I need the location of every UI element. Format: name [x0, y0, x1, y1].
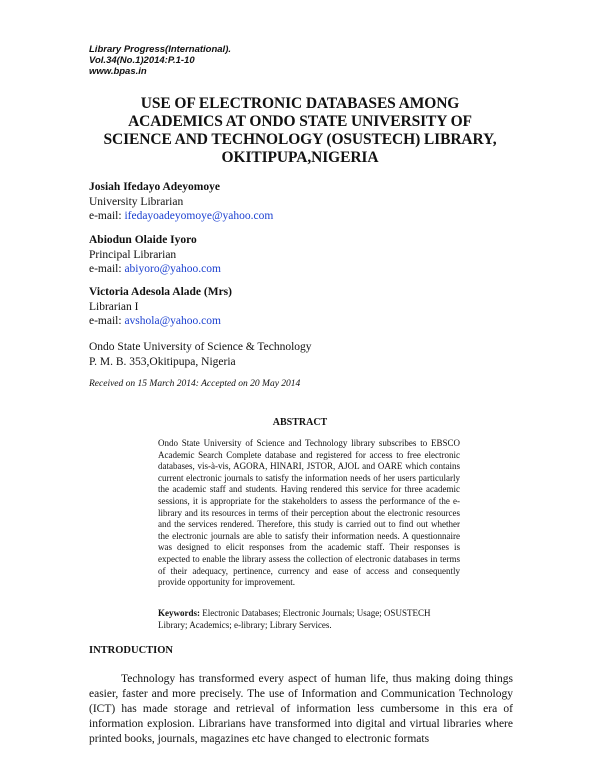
author-email-row: [89, 314, 232, 329]
author-email-link[interactable]: abiyoro@yahoo.com: [124, 263, 221, 275]
author-block: [89, 285, 232, 329]
email-label: e-mail:: [89, 210, 125, 222]
author-email-row: [89, 209, 273, 224]
author-role: Principal Librarian: [89, 248, 177, 261]
title-line: SCIENCE AND TECHNOLOGY (OSUSTECH) LIBRARY,: [103, 131, 497, 148]
author-email-link[interactable]: ifedayoadeyomoye@yahoo.com: [124, 210, 274, 222]
email-label: e-mail:: [89, 263, 125, 275]
received-date: Received on 15 March 2014: Accepted on 20 May 2014: [89, 379, 301, 389]
introduction-body: Technology has transformed every aspect of human life, thus making doing things easier, faster and more precisely. The use of Information and Communication Technology (ICT) has made storage and retrieval of information less cumbersome in this era of information explosion. Librarians have transformed into digital and virtual libraries where printed books, journals, magazines etc have changed to electronic formats: [89, 673, 513, 745]
author-block: [89, 180, 273, 224]
keywords: [158, 608, 460, 631]
author-role: University Librarian: [89, 195, 184, 208]
author-name: Josiah Ifedayo Adeyomoye: [89, 181, 220, 193]
journal-header: [89, 44, 231, 77]
affiliation-line: P. M. B. 353,Okitipupa, Nigeria: [89, 355, 236, 368]
author-block: [89, 233, 221, 277]
author-email-row: [89, 262, 221, 277]
title-line: ACADEMICS AT ONDO STATE UNIVERSITY OF: [128, 113, 472, 130]
journal-website: www.bpas.in: [89, 66, 147, 77]
title-line: OKITIPUPA,NIGERIA: [221, 149, 379, 166]
title-line: USE OF ELECTRONIC DATABASES AMONG: [140, 95, 460, 112]
keywords-label: Keywords:: [158, 608, 200, 618]
author-name: Abiodun Olaide Iyoro: [89, 234, 197, 246]
introduction-heading: INTRODUCTION: [89, 645, 174, 656]
abstract-heading: ABSTRACT: [272, 417, 328, 428]
journal-name: Library Progress(International).: [89, 44, 232, 55]
paper-title: [60, 95, 540, 167]
author-email-link[interactable]: avshola@yahoo.com: [124, 315, 221, 327]
author-role: Librarian I: [89, 300, 139, 313]
keywords-list: Electronic Databases; Electronic Journals; Usage; OSUSTECH Library; Academics; e-library; Library Services.: [158, 608, 431, 630]
email-label: e-mail:: [89, 315, 125, 327]
author-name: Victoria Adesola Alade (Mrs): [89, 286, 232, 298]
journal-volume: Vol.34(No.1)2014:P.1-10: [89, 55, 195, 66]
affiliation-line: Ondo State University of Science & Technology: [89, 341, 312, 353]
affiliation: [89, 340, 312, 369]
abstract-body: Ondo State University of Science and Technology library subscribes to EBSCO Academic Search Complete database and registered for access to free electronic databases, vis-à-vis, AGORA, HINARI, JSTOR, AJOL and OARE which contains current electronic journals to satisfy the information needs of her users particularly the academic staff and students. Having rendered this service for three academic sessions, it is appropriate for the stakeholders to assess the performance of the e-library and its resources in terms of their perception about the electronic resources and the services rendered. Therefore, this study is carried out to find out whether the electronic journals are able to satisfy their information needs. A questionnaire was designed to elicit responses from the academic staff. Their responses is expected to enable the library assess the collection of electronic databases in terms of their adequacy, pertinence, currency and ease of access and consequently provide opportunity for improvement.: [158, 438, 460, 588]
